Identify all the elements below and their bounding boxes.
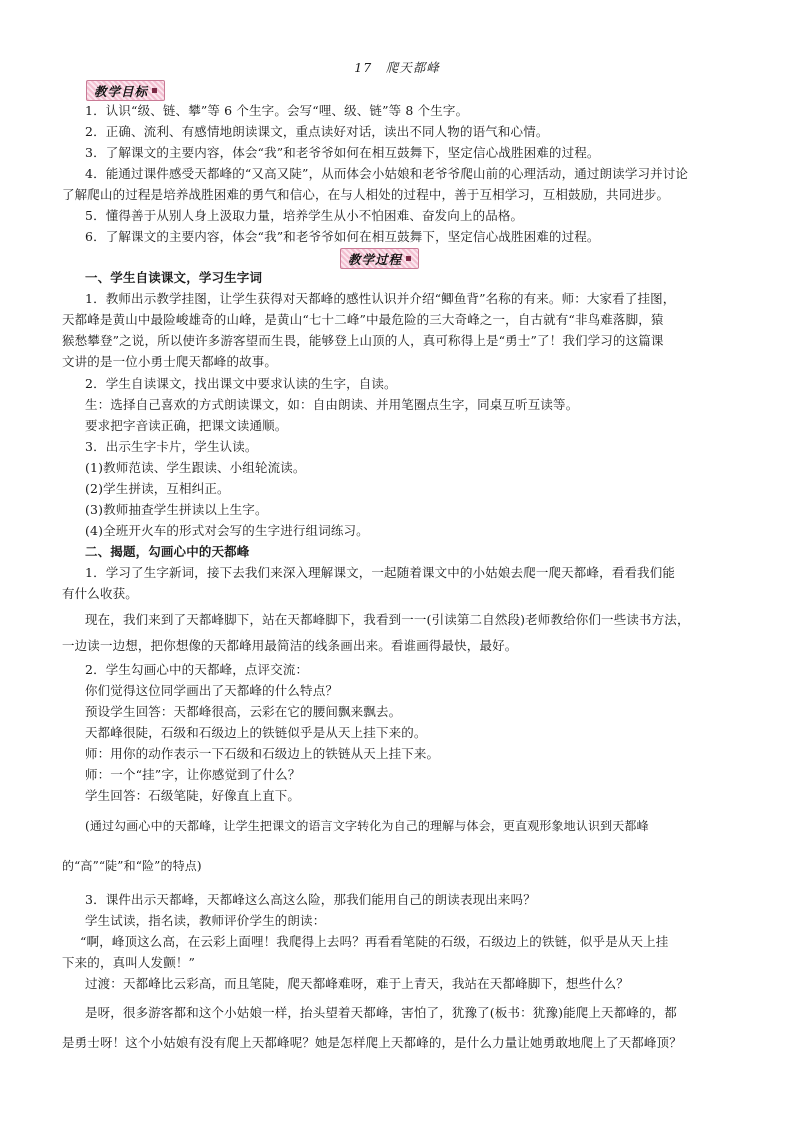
- list-item: (2)学生拼读，互相纠正。: [85, 481, 230, 496]
- annotation-line: (通过勾画心中的天都峰，让学生把课文的语言文字转化为自己的理解与体会，更直观形象地认识到天都峰: [85, 819, 649, 833]
- teaching-process-label: 教学过程: [348, 251, 403, 267]
- goal-item: 4．能通过课件感受天都峰的“又高又陡”，从而体会小姑娘和老爷爷爬山前的心理活动，通过朗读学习并讨论: [85, 166, 689, 181]
- paragraph-line: 师：用你的动作表示一下石级和石级边上的铁链从天上挂下来。: [85, 746, 440, 761]
- paragraph-line: 1．教师出示教学挂图，让学生获得对天都峰的感性认识并介绍“鲫鱼背”名称的有来。师：大家看了挂图，: [85, 291, 676, 306]
- badge-square-icon: [152, 88, 157, 93]
- paragraph-line: 2．学生自读课文，找出课文中要求认读的生字，自读。: [85, 376, 397, 391]
- paragraph-line: 生：选择自己喜欢的方式朗读课文，如：自由朗读、并用笔圈点生字，同桌互听互读等。: [85, 397, 579, 412]
- section-heading: 一、学生自读课文，学习生字词: [85, 270, 263, 285]
- lesson-title: 17 爬天都峰: [354, 60, 440, 75]
- list-item: (1)教师范读、学生跟读、小组轮流读。: [85, 460, 306, 475]
- paragraph-line: 现在，我们来到了天都峰脚下，站在天都峰脚下，我看到一一(引读第二自然段)老师教给你们一些读书方法，: [85, 612, 690, 627]
- list-item: (3)教师抽查学生拼读以上生字。: [85, 502, 268, 517]
- quote-line: “啊，峰顶这么高，在云彩上面哩！我爬得上去吗？再看看笔陡的石级，石级边上的铁链，似乎是从天上挂: [80, 934, 669, 949]
- paragraph-line: 有什么收获。: [62, 586, 138, 601]
- teaching-goals-label: 教学目标: [94, 83, 149, 99]
- badge-square-icon: [406, 256, 411, 261]
- goal-item: 2．正确、流利、有感情地朗读课文，重点读好对话，读出不同人物的语气和心情。: [85, 124, 549, 139]
- paragraph-line: 一边读一边想，把你想像的天都峰用最简洁的线条画出来。看谁画得最快，最好。: [62, 638, 518, 653]
- paragraph-line: 是呀，很多游客都和这个小姑娘一样，抬头望着天都峰，害怕了，犹豫了(板书：犹豫)能爬上天都峰的，都: [85, 1005, 677, 1020]
- paragraph-line: 学生回答：石级笔陡，好像直上直下。: [85, 788, 301, 803]
- goal-item-continued: 了解爬山的过程是培养战胜困难的勇气和信心，在与人相处的过程中，善于互相学习，互相鼓励，共同进步。: [62, 187, 670, 202]
- goal-item: 6．了解课文的主要内容，体会“我”和老爷爷如何在相互鼓舞下，坚定信心战胜困难的过程。: [85, 229, 600, 244]
- paragraph-line: 3．课件出示天都峰，天都峰这么高这么险，那我们能用自己的朗读表现出来吗？: [85, 892, 536, 907]
- list-item: (4)全班开火车的形式对会写的生字进行组词练习。: [85, 523, 369, 538]
- paragraph-line: 过渡：天都峰比云彩高，而且笔陡，爬天都峰难呀，难于上青天，我站在天都峰脚下，想些什么？: [85, 976, 629, 991]
- paragraph-line: 要求把字音读正确，把课文读通顺。: [85, 418, 288, 433]
- teaching-process-badge: [340, 248, 419, 269]
- section-heading: 二、揭题，勾画心中的天都峰: [85, 544, 250, 559]
- paragraph-line: 文讲的是一位小勇士爬天都峰的故事。: [62, 354, 278, 369]
- paragraph-line: 是勇士呀！这个小姑娘有没有爬上天都峰呢？她是怎样爬上天都峰的，是什么力量让她勇敢地爬上了天都峰顶？: [62, 1035, 682, 1050]
- goal-item: 1．认识“级、链、攀”等 6 个生字。会写“哩、级、链”等 8 个生字。: [85, 103, 469, 118]
- goal-item: 3．了解课文的主要内容，体会“我”和老爷爷如何在相互鼓舞下，坚定信心战胜困难的过程。: [85, 145, 600, 160]
- paragraph-line: 1．学习了生字新词，接下去我们来深入理解课文，一起随着课文中的小姑娘去爬一爬天都峰，看看我们能: [85, 565, 676, 580]
- goal-item: 5．懂得善于从别人身上汲取力量，培养学生从小不怕困难、奋发向上的品格。: [85, 208, 524, 223]
- paragraph-line: 天都峰是黄山中最险峻雄奇的山峰，是黄山“七十二峰”中最危险的三大奇峰之一，自古就有“非鸟难落脚，猿: [62, 312, 664, 327]
- paragraph-line: 2．学生勾画心中的天都峰，点评交流：: [85, 662, 309, 677]
- paragraph-line: 预设学生回答：天都峰很高，云彩在它的腰间飘来飘去。: [85, 704, 402, 719]
- paragraph-line: 师：一个“挂”字，让你感觉到了什么？: [85, 767, 301, 782]
- paragraph-line: 猴愁攀登”之说，所以使许多游客望而生畏，能够登上山顶的人，真可称得上是“勇士”了！我们学习的这篇课: [62, 333, 664, 348]
- paragraph-line: 学生试读，指名读，教师评价学生的朗读：: [85, 913, 326, 928]
- teaching-goals-badge: [86, 80, 165, 101]
- paragraph-line: 你们觉得这位同学画出了天都峰的什么特点？: [85, 683, 339, 698]
- paragraph-line: 天都峰很陡，石级和石级边上的铁链似乎是从天上挂下来的。: [85, 725, 427, 740]
- quote-line: 下来的，真叫人发颤！”: [62, 955, 196, 970]
- annotation-line: 的“高”“陡”和“险”的特点): [62, 859, 202, 873]
- paragraph-line: 3．出示生字卡片，学生认读。: [85, 439, 258, 454]
